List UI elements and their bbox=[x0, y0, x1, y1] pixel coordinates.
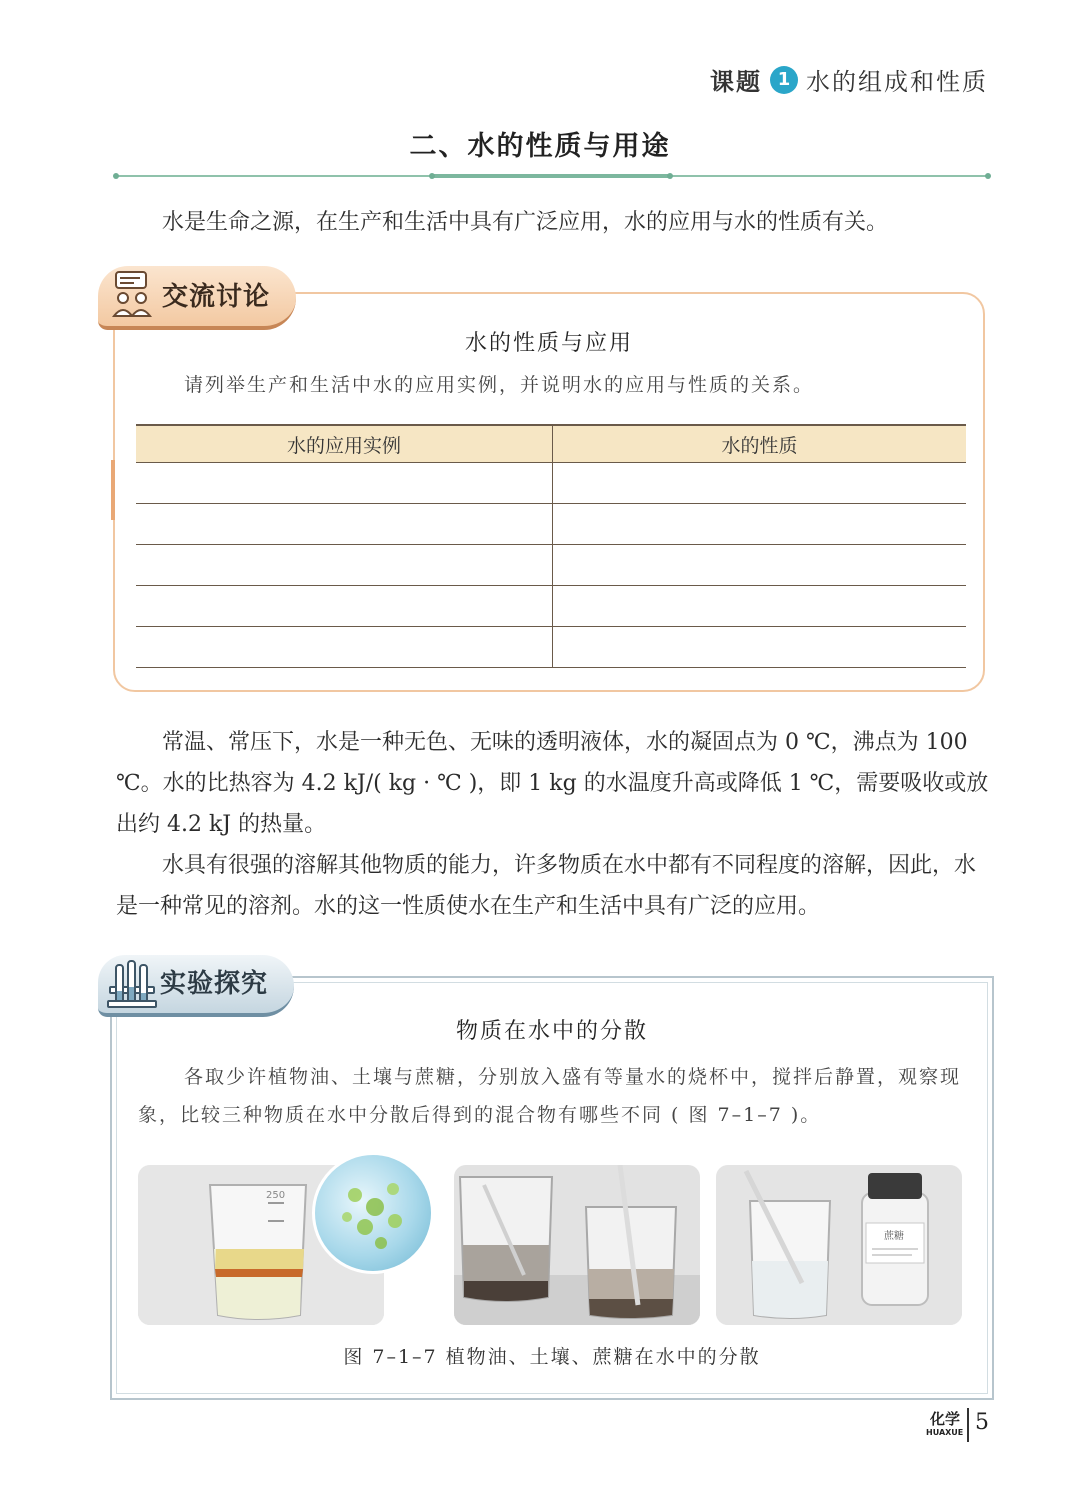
table-cell-example[interactable] bbox=[136, 586, 553, 627]
lesson-number-badge: 1 bbox=[770, 66, 798, 94]
rule-dot-right bbox=[985, 173, 991, 179]
section-rule-accent bbox=[432, 174, 670, 178]
table-row bbox=[136, 545, 966, 586]
table-row bbox=[136, 586, 966, 627]
table-row bbox=[136, 463, 966, 504]
page-number: 5 bbox=[975, 1410, 989, 1435]
footer-divider bbox=[967, 1408, 969, 1442]
rule-dot-mid-left bbox=[429, 173, 435, 179]
figure-caption: 图 7–1–7 植物油、土壤、蔗糖在水中的分散 bbox=[343, 1346, 761, 1368]
table-cell-property[interactable] bbox=[553, 586, 967, 627]
table-cell-example[interactable] bbox=[136, 627, 553, 668]
table-cell-property[interactable] bbox=[553, 627, 967, 668]
oil-droplets-icon bbox=[315, 1155, 431, 1271]
table-cell-property[interactable] bbox=[553, 545, 967, 586]
photo-sugar-in-water bbox=[716, 1165, 962, 1325]
table-row bbox=[136, 504, 966, 545]
rule-dot-mid-right bbox=[667, 173, 673, 179]
oil-droplets-closeup bbox=[312, 1152, 434, 1274]
lesson-label: 课题 bbox=[710, 68, 762, 96]
table-cell-property[interactable] bbox=[553, 504, 967, 545]
rule-dot-left bbox=[113, 173, 119, 179]
section-intro: 水是生命之源，在生产和生活中具有广泛应用，水的应用与水的性质有关。 bbox=[162, 210, 889, 235]
table-row bbox=[136, 627, 966, 668]
experiment-instruction: 各取少许植物油、土壤与蔗糖，分别放入盛有等量水的烧杯中，搅拌后静置，观察现象，比较三种物质在水中分散后得到的混合物有哪些不同 ( 图 7–1–7 )。 bbox=[138, 1066, 962, 1126]
test-tubes-icon bbox=[106, 957, 158, 1011]
column-header-properties: 水的性质 bbox=[553, 425, 967, 463]
table-cell-example[interactable] bbox=[136, 545, 553, 586]
soil-beakers-illustration bbox=[454, 1165, 700, 1325]
water-properties-table bbox=[136, 424, 966, 668]
table-cell-example[interactable] bbox=[136, 504, 553, 545]
footer-subject-pinyin: HUAXUE bbox=[926, 1428, 964, 1437]
discussion-tab-label: 交流讨论 bbox=[162, 282, 271, 312]
photo-soil-in-water bbox=[454, 1165, 700, 1325]
table-cell-property[interactable] bbox=[553, 463, 967, 504]
lesson-title: 水的组成和性质 bbox=[806, 68, 988, 96]
table-cell-example[interactable] bbox=[136, 463, 553, 504]
table-header-row bbox=[136, 425, 966, 463]
beaker-marking: 250 bbox=[266, 1190, 286, 1201]
body-paragraph-solvent: 水具有很强的溶解其他物质的能力，许多物质在水中都有不同程度的溶解，因此，水是一种常见的溶剂。水的这一性质使水在生产和生活中具有广泛的应用。 bbox=[116, 853, 977, 919]
footer-subject: 化学 bbox=[930, 1410, 961, 1428]
discussion-people-icon bbox=[110, 270, 156, 320]
experiment-tab-label: 实验探究 bbox=[160, 969, 269, 999]
sugar-beaker-illustration bbox=[716, 1165, 962, 1325]
body-paragraph-physical-properties: 常温、常压下，水是一种无色、无味的透明液体，水的凝固点为 0 ℃，沸点为 100 ℃。水的比热容为 4.2 kJ/( kg · ℃ )，即 1 kg 的水温度升高或降低 1 ℃，需要吸收或放出约 4.2 kJ 的热量。 bbox=[116, 730, 989, 837]
running-header bbox=[710, 62, 988, 97]
discussion-title: 水的性质与应用 bbox=[464, 331, 633, 356]
column-header-examples: 水的应用实例 bbox=[136, 425, 553, 463]
discussion-instruction: 请列举生产和生活中水的应用实例，并说明水的应用与性质的关系。 bbox=[184, 374, 815, 396]
discussion-box-side-accent bbox=[111, 460, 115, 520]
experiment-title: 物质在水中的分散 bbox=[455, 1019, 648, 1044]
section-title: 二、水的性质与用途 bbox=[409, 131, 671, 162]
bottle-label: 蔗糖 bbox=[884, 1231, 904, 1242]
